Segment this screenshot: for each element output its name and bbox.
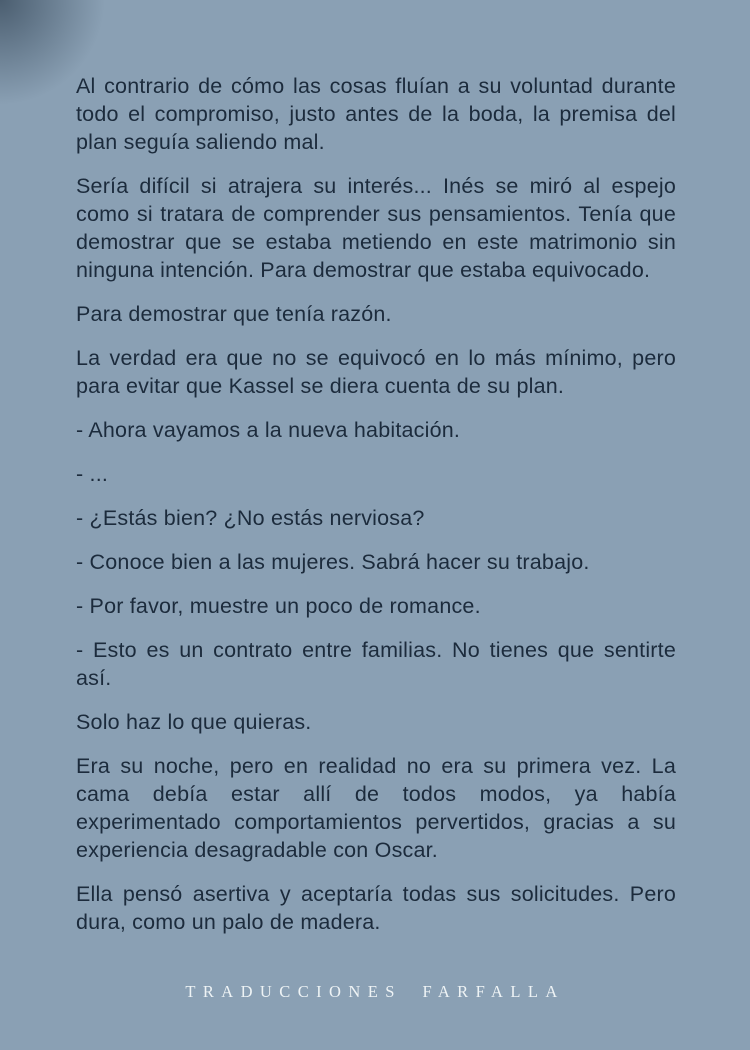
dialogue-line: - Esto es un contrato entre familias. No tienes que sentirte así.: [76, 638, 676, 690]
paragraph: Al contrario de cómo las cosas fluían a su voluntad durante todo el compromiso, justo antes de la boda, la premisa del plan seguía saliendo mal.: [76, 74, 676, 154]
page-footer: [0, 982, 750, 1050]
dialogue-line: - ¿Estás bien? ¿No estás nerviosa?: [76, 506, 425, 530]
paragraph: Para demostrar que tenía razón.: [76, 302, 392, 326]
translator-credit: TRADUCCIONES FARFALLA: [185, 982, 565, 1001]
dialogue-line: - ...: [76, 462, 109, 486]
dialogue-line: - Conoce bien a las mujeres. Sabrá hacer su trabajo.: [76, 550, 590, 574]
paragraph: Solo haz lo que quieras.: [76, 710, 312, 734]
paragraph: Sería difícil si atrajera su interés... Inés se miró al espejo como si tratara de comprender sus pensamientos. Tenía que demostrar que se estaba metiendo en este matrimonio sin ninguna intención. Para demostrar que estaba equivocado.: [76, 174, 676, 282]
paragraph: La verdad era que no se equivocó en lo más mínimo, pero para evitar que Kassel se diera cuenta de su plan.: [76, 346, 676, 398]
dialogue-line: - Ahora vayamos a la nueva habitación.: [76, 418, 461, 442]
paragraph: Era su noche, pero en realidad no era su primera vez. La cama debía estar allí de todos modos, ya había experimentado comportamientos pervertidos, gracias a su experiencia desagradable con Oscar.: [76, 754, 676, 862]
paragraph: Ella pensó asertiva y aceptaría todas sus solicitudes. Pero dura, como un palo de madera.: [76, 882, 676, 934]
dialogue-line: - Por favor, muestre un poco de romance.: [76, 594, 481, 618]
